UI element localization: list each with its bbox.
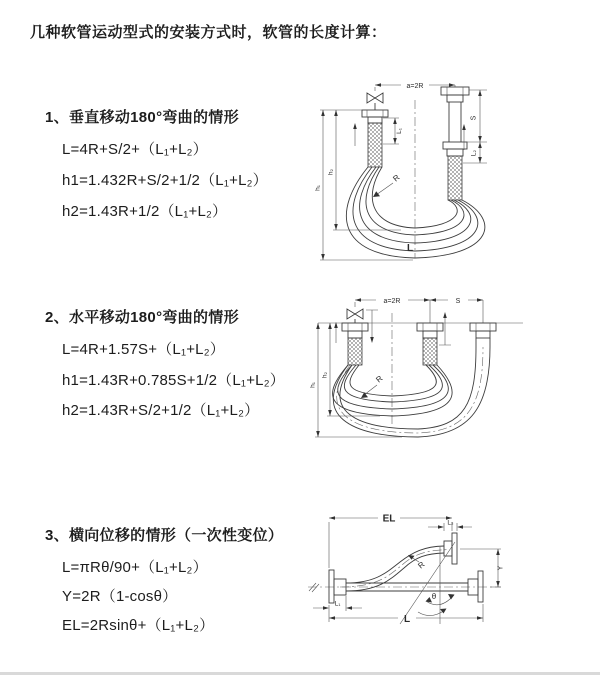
dimension-l1 xyxy=(383,118,403,144)
diagram-vertical-u-bend xyxy=(315,70,600,265)
dim-label-a2r: a=2R xyxy=(406,82,424,90)
dim-label-a2r: a=2R xyxy=(383,297,401,305)
left-pipe-flange xyxy=(342,323,368,365)
dim-label-y: Y xyxy=(497,565,505,571)
dim-label-el: EL xyxy=(382,513,396,525)
length-label: L xyxy=(406,243,414,254)
radius-label: R xyxy=(391,172,402,184)
section-1-formula-h1: h1=1.432R+S/2+1/2（L₁+L₂） xyxy=(62,172,268,189)
page-title: 几种软管运动型式的安装方式时，软管的长度计算： xyxy=(30,24,387,41)
dimension-y xyxy=(460,549,505,587)
radius-label: R xyxy=(374,373,385,385)
hose-curves xyxy=(346,167,484,258)
dim-label-s: S xyxy=(470,115,478,121)
dim-label-l1: L₁ xyxy=(396,128,403,134)
middle-pipe-flange xyxy=(417,323,443,365)
section-3-formula-el: EL=2Rsinθ+（L₁+L₂） xyxy=(62,617,215,634)
dim-label-h1: h₁ xyxy=(314,185,322,191)
section-2-formula-l: L=4R+1.57S+（L₁+L₂） xyxy=(62,341,225,358)
section-1-formula-h2: h2=1.43R+1/2（L₁+L₂） xyxy=(62,203,228,220)
section-2-heading: 2、水平移动180°弯曲的情形 xyxy=(45,309,239,326)
dim-label-l2: L₂ xyxy=(470,149,478,157)
dimension-el xyxy=(329,514,452,569)
dim-label-l1: L₁ xyxy=(334,600,341,608)
dimension-s xyxy=(430,298,483,323)
diagram-horizontal-u-bend xyxy=(310,285,600,460)
dim-label-h1: h₁ xyxy=(309,382,317,388)
dimension-s xyxy=(465,90,487,142)
radius-label: R xyxy=(416,559,427,571)
left-flange xyxy=(329,570,346,603)
right-lower-flange xyxy=(468,571,483,602)
dim-label-l2: L₂ xyxy=(447,519,454,527)
valve-icon xyxy=(347,309,363,323)
hose-s-curve xyxy=(340,546,450,591)
section-2-formula-h1: h1=1.43R+0.785S+1/2（L₁+L₂） xyxy=(62,372,285,389)
dimension-a2r xyxy=(355,298,430,323)
right-pipe-flange xyxy=(470,323,496,347)
theta-label: θ xyxy=(431,592,437,601)
dim-label-l: L xyxy=(403,613,411,625)
dimension-l xyxy=(329,604,483,625)
hose-curves xyxy=(333,365,453,416)
diagram-lateral-displacement xyxy=(300,500,600,660)
section-1-heading: 1、垂直移动180°弯曲的情形 xyxy=(45,109,239,126)
left-pipe-flange xyxy=(362,110,388,167)
dimension-l1 xyxy=(313,596,362,611)
valve-icon xyxy=(367,93,383,110)
section-3-formula-y: Y=2R（1-cosθ） xyxy=(62,588,178,605)
section-1-formula-l: L=4R+S/2+（L₁+L₂） xyxy=(62,141,208,158)
dimension-h2 xyxy=(328,110,402,230)
dim-label-h2: h₂ xyxy=(321,371,329,379)
right-pipe-flange xyxy=(441,87,469,200)
dimension-h2 xyxy=(322,323,381,416)
dimension-l2 xyxy=(428,520,472,532)
section-2-formula-h2: h2=1.43R+S/2+1/2（L₁+L₂） xyxy=(62,402,260,419)
section-3-formula-l: L=πRθ/90+（L₁+L₂） xyxy=(62,559,208,576)
section-3-heading: 3、横向位移的情形（一次性变位） xyxy=(45,527,284,544)
dim-label-s: S xyxy=(455,297,461,305)
dim-label-h2: h₂ xyxy=(327,168,335,176)
